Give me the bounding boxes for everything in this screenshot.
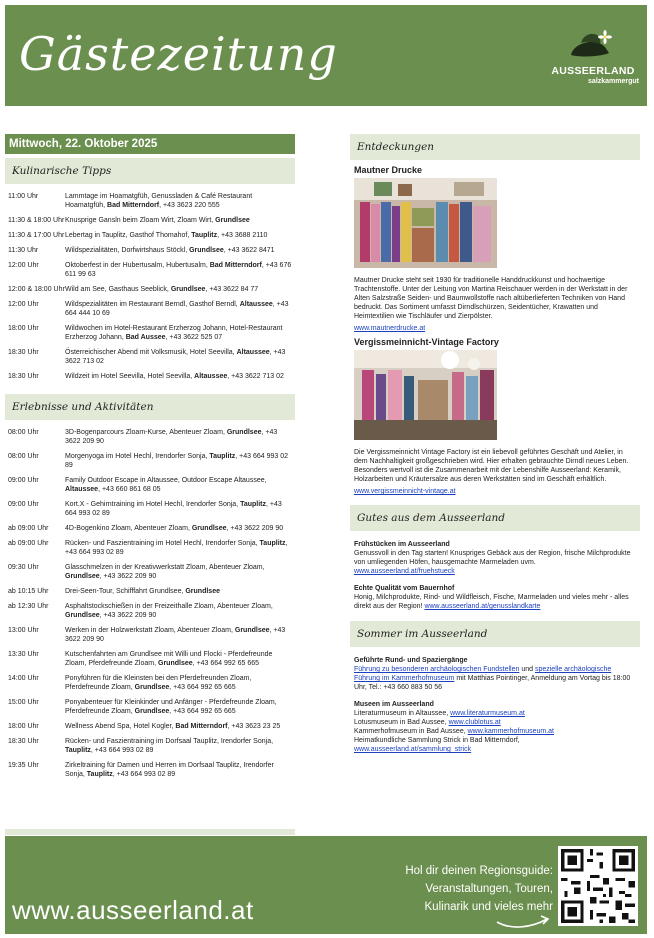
qr-code[interactable] [558, 846, 638, 926]
museum-link[interactable]: www.literaturmuseum.at [450, 710, 525, 717]
event-time: 08:00 Uhr [8, 429, 39, 436]
event-place: Tauplitz [86, 771, 113, 778]
event-row [8, 428, 295, 446]
right-column [350, 134, 640, 754]
event-time: ab 12:30 Uhr [8, 603, 49, 610]
entdeckung-mautner [350, 160, 640, 333]
event-text: Wellness Abend Spa, Hotel Kogler, [65, 723, 176, 730]
gutes-text-body: Honig, Milchprodukte, Rind- und Wildfleisch, Fische, Marmeladen und vieles mehr - alles direkt aus der Region! [354, 594, 629, 610]
event-description [65, 192, 293, 210]
museum-row [354, 736, 636, 745]
event-place: Grundlsee [134, 708, 170, 715]
genusslandkarte-link[interactable]: www.ausseerland.at/genusslandkarte [424, 603, 541, 610]
entdeckung-title: Mautner Drucke [354, 165, 423, 175]
event-text: Rücken- und Faszientraining im Hotel Hechl, Irendorfer Sonja, [65, 540, 260, 547]
museum-name: Lotusmuseum in Bad Aussee, [354, 719, 449, 726]
event-time: ab 09:00 Uhr [8, 525, 49, 532]
event-contact: , +43 3622 84 77 [205, 286, 259, 293]
event-text: Ponyabenteuer für Kleinkinder und Anfänger - Pferdefreunde Zloam, Pferdefreunde Zloam, [65, 699, 277, 715]
sommer-text [354, 665, 636, 692]
event-text: Lebertag in Tauplitz, Gasthof Thomahof, [65, 232, 192, 239]
event-text: Zirkeltraining für Damen und Herren im Dorfsaal Tauplitz, Irendorfer Sonja, [65, 762, 274, 778]
event-contact: , +43 3622 209 90 [65, 627, 286, 643]
event-text: Werken in der Holzwerkstatt Zloam, Abenteuer Zloam, [65, 627, 235, 634]
event-description [65, 476, 293, 494]
event-contact: , +43 3622 713 02 [65, 349, 286, 365]
event-contact: , +43 3622 8471 [223, 247, 275, 254]
event-place: Tauplitz [240, 501, 266, 508]
left-column [5, 134, 295, 785]
event-description [65, 285, 293, 294]
event-description [65, 650, 293, 668]
event-description [65, 500, 293, 518]
section-entdeckungen: Entdeckungen [350, 134, 640, 160]
event-contact: , +43 3622 713 02 [227, 373, 284, 380]
erlebnisse-list [5, 420, 295, 779]
event-time: ab 10:15 Uhr [8, 588, 49, 595]
event-place: Grundlsee [189, 247, 224, 254]
sommer-title: Geführte Rund- und Spaziergänge [354, 657, 468, 664]
event-description [65, 261, 293, 279]
logo-name: AUSSEERLAND [551, 65, 635, 77]
museum-row [354, 709, 636, 718]
event-contact: , +43 664 993 02 89 [65, 501, 282, 517]
event-description [65, 452, 293, 470]
event-row [8, 674, 295, 692]
promo-line: Veranstaltungen, Touren, [425, 883, 553, 895]
left-column-footer-strip [5, 829, 295, 835]
event-time: 11:30 & 17:00 Uhr [8, 232, 65, 239]
event-place: Altaussee [239, 301, 273, 308]
event-text: 3D-Bogenparcours Zloam-Kurse, Abenteuer Zloam, [65, 429, 227, 436]
event-time: 18:30 Uhr [8, 373, 39, 380]
event-description [65, 626, 293, 644]
event-place: Tauplitz [65, 747, 91, 754]
event-text: Family Outdoor Escape in Altaussee, Outdoor Escape Altaussee, [65, 477, 267, 484]
event-place: Altaussee [236, 349, 270, 356]
event-text: Oktoberfest in der Hubertusalm, Hubertusalm, [65, 262, 210, 269]
mautner-link[interactable]: www.mautnerdrucke.at [354, 325, 426, 332]
section-kulinarische-tipps: Kulinarische Tipps [5, 158, 295, 184]
event-time: 09:30 Uhr [8, 564, 39, 571]
event-contact: , +43 3622 209 90 [99, 612, 157, 619]
event-text: Wildzeit im Hotel Seevilla, Hotel Seevilla, [65, 373, 195, 380]
event-text: Drei-Seen-Tour, Schifffahrt Grundlsee, [65, 588, 186, 595]
event-description [65, 722, 293, 731]
event-row [8, 285, 295, 294]
event-description [65, 300, 293, 318]
event-place: Grundlsee [215, 217, 250, 224]
sommer-text-body: mit Matthias Pointinger, Anmeldung am Vortag bis 18:00 Uhr, Tel.: +43 660 883 50 56 [354, 675, 631, 691]
event-description [65, 674, 293, 692]
event-time: 12:00 Uhr [8, 301, 39, 308]
event-row [8, 372, 295, 381]
museen-title: Museen im Ausseerland [354, 701, 434, 708]
event-row [8, 524, 295, 533]
event-time: 18:00 Uhr [8, 325, 39, 332]
event-row [8, 626, 295, 644]
event-contact: , +43 3688 2110 [217, 232, 268, 239]
event-description [65, 524, 293, 533]
event-time: ab 09:00 Uhr [8, 540, 49, 547]
event-contact: , +43 664 992 65 665 [192, 660, 259, 667]
event-contact: , +43 676 611 99 63 [65, 262, 292, 278]
footer-promo [363, 862, 553, 916]
event-time: 19:35 Uhr [8, 762, 39, 769]
section-gutes: Gutes aus dem Ausseerland [350, 505, 640, 531]
footer-banner [5, 836, 647, 934]
event-place: Tauplitz [259, 540, 286, 547]
event-row [8, 324, 295, 342]
section-sommer: Sommer im Ausseerland [350, 621, 640, 647]
event-place: Grundlsee [65, 612, 100, 619]
event-row [8, 452, 295, 470]
event-text: Ponyführen für die Kleinsten bei den Pferdefreunden Zloam, Pferdefreunde Zloam, [65, 675, 252, 691]
arrow-icon [495, 910, 555, 930]
event-place: Bad Mitterndorf [107, 202, 160, 209]
event-row [8, 261, 295, 279]
promo-line: Kulinarik und vieles mehr [424, 901, 553, 913]
event-text: Glasschmelzen in der Kreativwerkstatt Zloam, Abenteuer Zloam, [65, 564, 265, 571]
event-description [65, 761, 293, 779]
museum-link[interactable]: www.kammerhofmuseum.at [467, 728, 554, 735]
event-place: Tauplitz [191, 232, 218, 239]
event-text: Wild am See, Gasthaus Seeblick, [65, 286, 171, 293]
event-row [8, 500, 295, 518]
event-description [65, 324, 293, 342]
event-description [65, 563, 293, 581]
event-text: Asphaltstockschießen in der Freizeithalle Zloam, Abenteuer Zloam, [65, 603, 273, 610]
event-row [8, 300, 295, 318]
vintage-factory-photo [354, 350, 497, 440]
event-time: 12:00 & 18:00 Uhr [8, 286, 65, 293]
event-description [65, 698, 293, 716]
gutes-text [354, 593, 636, 611]
museum-row [354, 727, 636, 736]
kammerhof-fuehrung-link[interactable]: spezielle archäologische Führung im Kammerhofmuseum [354, 666, 612, 682]
event-place: Grundlsee [234, 627, 270, 634]
event-row [8, 192, 295, 210]
event-description [65, 246, 293, 255]
event-row [8, 602, 295, 620]
hat-logo-icon [567, 29, 613, 63]
event-row [8, 722, 295, 731]
event-row [8, 698, 295, 716]
event-description [65, 602, 293, 620]
entdeckung-text: Die Vergissmeinnicht Vintage Factory ist ein liebevoll geführtes Geschäft und Atelier, in dem Nachhaltigkeit großgeschrieben wird. Hier erhalten gebrauchte Dirndl neues Leben. Besonders wertvoll ist die Zusammenarbeit mit der Lebenshilfe Ausseerland: Keramik, Holzarbeiten und Kräutersalze aus deren Werkstätten sind im Geschäft erhältlich. [354, 449, 629, 483]
event-text: Kutschenfahrten am Grundlsee mit Willi und Flocki - Pferdefreunde Zloam, Pferdefreunde Zloam, [65, 651, 273, 667]
event-place: Grundlsee [185, 588, 220, 595]
event-contact: , +43 3623 220 555 [159, 202, 220, 209]
event-time: 11:30 & 18:00 Uhr [8, 217, 65, 224]
event-place: Grundlsee [158, 660, 193, 667]
museum-link[interactable]: www.clublotus.at [448, 719, 501, 726]
event-description [65, 539, 293, 557]
event-text: Kort.X - Gehirntraining im Hotel Hechl, Irendorfer Sonja, [65, 501, 241, 508]
event-place: Grundlsee [226, 429, 262, 436]
gutes-text: Genussvoll in den Tag starten! Knuspriges Gebäck aus der Region, frische Milchprodukte von umliegenden Höfen, hausgemachte Marmeladen uvm. [354, 550, 631, 566]
event-text: Österreichischer Abend mit Volksmusik, Hotel Seevilla, [65, 349, 237, 356]
sommer-museen [350, 692, 640, 754]
event-row [8, 476, 295, 494]
event-row [8, 587, 295, 596]
event-text: Rücken- und Faszientraining im Dorfsaal Tauplitz, Irendorfer Sonja, [65, 738, 274, 745]
event-time: 12:00 Uhr [8, 262, 39, 269]
event-time: 13:30 Uhr [8, 651, 39, 658]
event-row [8, 348, 295, 366]
event-place: Tauplitz [209, 453, 236, 460]
event-text: Wildwochen im Hotel-Restaurant Erzherzog Johann, Hotel-Restaurant Erzherzog Johann, [65, 325, 283, 341]
event-place: Bad Mitterndorf [209, 262, 262, 269]
page-title: Gästezeitung [19, 27, 338, 81]
event-contact: , +43 3623 23 25 [227, 723, 281, 730]
event-row [8, 216, 295, 225]
event-time: 15:00 Uhr [8, 699, 39, 706]
museum-name: Literaturmuseum in Altaussee, [354, 710, 451, 717]
event-text: Wildspezialitäten, Dorfwirtshaus Stöckl, [65, 247, 190, 254]
entdeckung-title: Vergissmeinnicht-Vintage Factory [354, 337, 499, 347]
event-contact: , +43 664 993 02 89 [90, 747, 154, 754]
event-description [65, 348, 293, 366]
event-description [65, 737, 293, 755]
gutes-title: Echte Qualität vom Bauernhof [354, 585, 455, 592]
event-time: 18:30 Uhr [8, 349, 39, 356]
event-time: 08:00 Uhr [8, 453, 39, 460]
gutes-bauernhof [350, 576, 640, 611]
event-contact: , +43 664 992 65 665 [169, 684, 236, 691]
event-time: 18:00 Uhr [8, 723, 39, 730]
event-contact: , +43 664 993 02 89 [112, 771, 176, 778]
museum-row [354, 718, 636, 727]
event-row [8, 246, 295, 255]
event-place: Grundlsee [170, 286, 206, 293]
sommer-connector: und [519, 666, 535, 673]
event-row [8, 539, 295, 557]
date-bar: Mittwoch, 22. Oktober 2025 [5, 134, 295, 154]
section-erlebnisse: Erlebnisse und Aktivitäten [5, 394, 295, 420]
event-time: 09:00 Uhr [8, 501, 39, 508]
ausseerland-logo [547, 29, 639, 99]
event-place: Bad Mitterndorf [175, 723, 228, 730]
gutes-fruehstueck [350, 531, 640, 576]
event-text: Wildspezialitäten im Restaurant Berndl, Gasthof Berndl, [65, 301, 240, 308]
event-time: 14:00 Uhr [8, 675, 39, 682]
mautner-drucke-photo [354, 178, 497, 268]
event-place: Grundlsee [134, 684, 170, 691]
event-description [65, 231, 293, 240]
footer-website[interactable]: www.ausseerland.at [12, 895, 254, 925]
vintage-link[interactable]: www.vergissmeinnicht-vintage.at [354, 488, 456, 495]
header-banner [5, 5, 647, 106]
promo-line: Hol dir deinen Regionsguide: [405, 865, 553, 877]
event-row [8, 231, 295, 240]
event-contact: , +43 664 444 10 69 [65, 301, 289, 317]
event-row [8, 737, 295, 755]
event-contact: , +43 3622 209 90 [226, 525, 284, 532]
event-contact: , +43 3622 209 90 [99, 573, 157, 580]
event-row [8, 563, 295, 581]
event-contact: , +43 3622 209 90 [65, 429, 278, 445]
entdeckung-vergissmeinnicht [350, 333, 640, 496]
event-description [65, 587, 293, 596]
sammlung-strick-link[interactable]: www.ausseerland.at/sammlung_strick [354, 746, 472, 753]
event-time: 13:00 Uhr [8, 627, 39, 634]
event-text: Lammtage im Hoamatgfüh, Genussladen & Café Restaurant Hoamatgfüh, [65, 193, 253, 209]
event-place: Grundlsee [65, 573, 100, 580]
event-place: Altaussee [65, 486, 99, 493]
event-place: Grundlsee [191, 525, 227, 532]
event-place: Bad Aussee [125, 334, 166, 341]
event-time: 11:00 Uhr [8, 193, 39, 200]
kulinarische-tipps-list [5, 184, 295, 381]
event-row [8, 650, 295, 668]
entdeckung-text: Mautner Drucke steht seit 1930 für traditionelle Handdruckkunst und hochwertige Trachtenstoffe. Unter der Leitung von Martina Reischauer werden in der Werkstatt in der Alten Salzstraße Seiden- und Baumwollstoffe nach altüberlieferten Techniken von Hand bedruckt. Das Sortiment umfasst Dirndlschürzen, Seidentücher, Krawatten und Heimtextilien wie Tischläufer und Zierpölster. [354, 277, 628, 320]
event-contact: , +43 664 993 02 89 [65, 453, 289, 469]
event-contact: , +43 664 992 65 665 [169, 708, 236, 715]
gutes-title: Frühstücken im Ausseerland [354, 541, 450, 548]
event-description [65, 216, 293, 225]
event-contact: , +43 664 993 02 89 [65, 540, 288, 556]
event-time: 18:30 Uhr [8, 738, 39, 745]
event-text: Morgenyoga im Hotel Hechl, Irendorfer Sonja, [65, 453, 210, 460]
museum-name: Heimatkundliche Sammlung Strick in Bad Mitterndorf, [354, 737, 520, 744]
event-time: 09:00 Uhr [8, 477, 39, 484]
event-place: Altaussee [194, 373, 228, 380]
logo-subtitle: salzkammergut [588, 78, 639, 85]
fruehstueck-link[interactable]: www.ausseerland.at/fruehstueck [354, 568, 455, 575]
event-contact: , +43 3622 525 07 [165, 334, 223, 341]
event-time: 11:30 Uhr [8, 247, 39, 254]
event-description [65, 372, 293, 381]
sommer-fuehrungen [350, 647, 640, 692]
event-description [65, 428, 293, 446]
event-contact: , +43 660 861 68 05 [98, 486, 161, 493]
event-row [8, 761, 295, 779]
event-text: 4D-Bogenkino Zloam, Abenteuer Zloam, [65, 525, 192, 532]
museum-name: Kammerhofmuseum in Bad Aussee, [354, 728, 468, 735]
event-text: Knusprige Gansln beim Zloam Wirt, Zloam Wirt, [65, 217, 216, 224]
fundstellen-link[interactable]: Führung zu besonderen archäologischen Fundstellen [354, 666, 520, 673]
